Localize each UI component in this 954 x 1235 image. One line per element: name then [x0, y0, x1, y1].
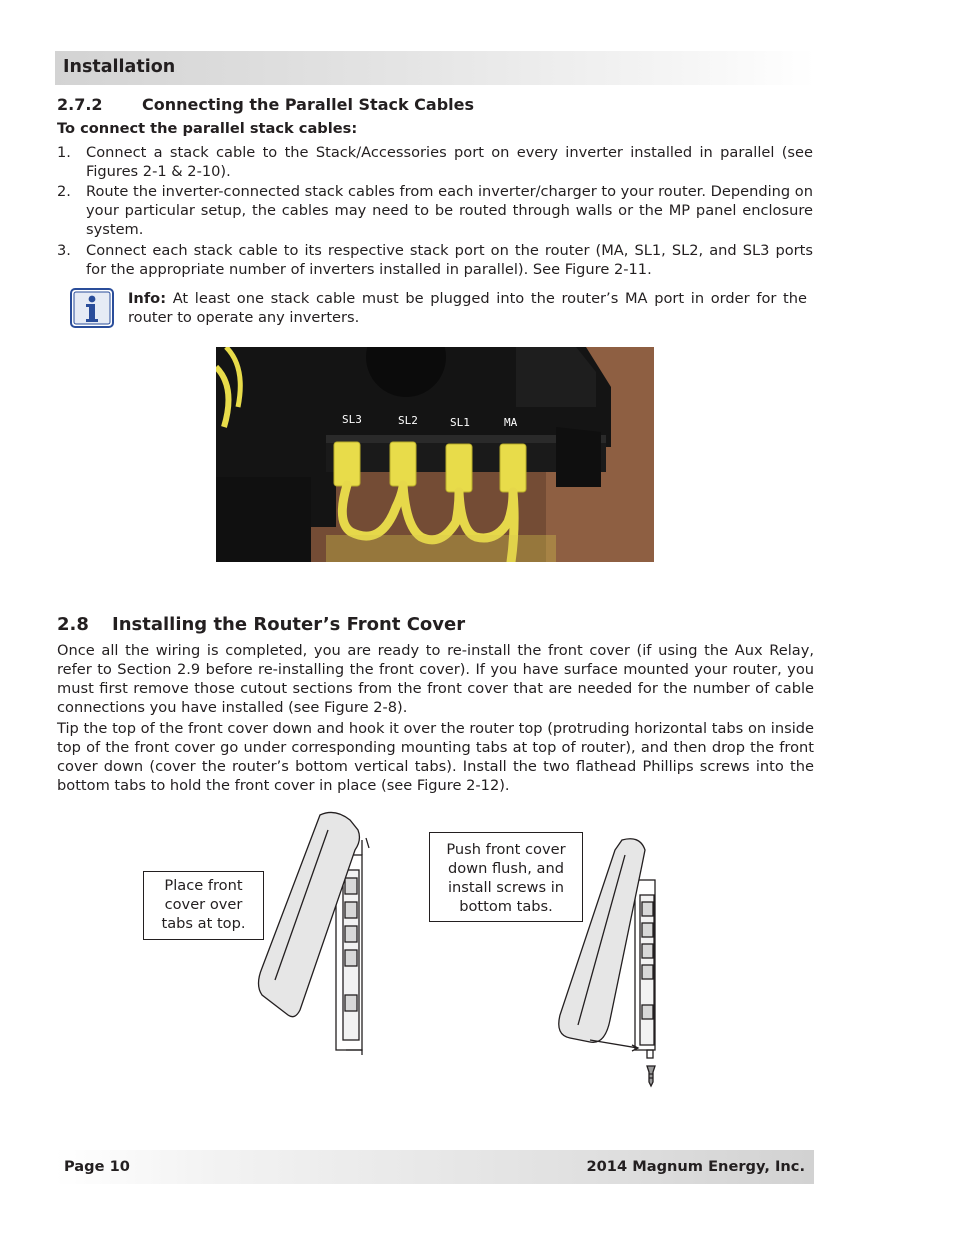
callout-line: Push front cover — [446, 841, 566, 858]
section-number: 2.8 — [57, 614, 89, 635]
list-item — [57, 182, 815, 239]
callout-line: bottom tabs. — [459, 898, 553, 915]
subsection-title: Connecting the Parallel Stack Cables — [142, 95, 475, 114]
info-text: At least one stack cable must be plugged into the router’s MA port in order for the router to operate any inverters. — [128, 290, 807, 326]
router-port-photo — [216, 347, 654, 562]
list-item-text: Connect each stack cable to its respective stack port on the router (MA, SL1, SL2, and SL3 ports for the appropriate number of inverters installed in parallel). See Figure 2-11. — [86, 242, 813, 278]
port-label-sl2: SL2 — [398, 414, 418, 427]
callout-line: cover over — [164, 896, 243, 913]
callout-place-cover — [143, 871, 264, 940]
section-title: Installing the Router’s Front Cover — [112, 614, 466, 635]
section-header-bar — [55, 51, 815, 85]
paragraph: Once all the wiring is completed, you are ready to re-install the front cover (if using the Aux Relay, refer to Section 2.9 before re-installing the front cover). If you have surface mounted your router, you must first remove those cutout sections from the front cover that are needed for the number of cable connections you have installed (see Figure 2-8). — [57, 642, 814, 716]
info-note — [128, 289, 807, 327]
list-item-number: 2. — [57, 183, 71, 200]
subsection-number: 2.7.2 — [57, 95, 103, 114]
procedure-intro: To connect the parallel stack cables: — [57, 120, 358, 137]
list-item-number: 3. — [57, 242, 71, 259]
copyright: 2014 Magnum Energy, Inc. — [586, 1158, 805, 1175]
callout-push-cover — [429, 832, 583, 922]
section-header-title: Installation — [63, 57, 176, 77]
page-number: Page 10 — [64, 1158, 130, 1175]
callout-line: down flush, and — [447, 860, 565, 877]
list-item-number: 1. — [57, 144, 71, 161]
list-item — [57, 241, 815, 279]
callout-line: install screws in — [447, 879, 565, 896]
port-label-sl3: SL3 — [342, 413, 362, 426]
info-label: Info: — [128, 290, 167, 307]
info-icon — [70, 288, 114, 328]
port-label-sl1: SL1 — [450, 416, 470, 429]
list-item-text: Connect a stack cable to the Stack/Accessories port on every inverter installed in parallel (see Figures 2-1 & 2-10). — [86, 144, 813, 180]
page-footer-bar — [55, 1150, 814, 1184]
callout-line: Place front — [164, 877, 243, 894]
list-item — [57, 143, 815, 181]
list-item-text: Route the inverter-connected stack cables from each inverter/charger to your router. Depending on your particular setup, the cables may need to be routed through walls or the MP panel enclosure system. — [86, 183, 813, 238]
paragraph: Tip the top of the front cover down and hook it over the router top (protruding horizontal tabs on inside top of the front cover go under corresponding mounting tabs at top of router), and then drop the front cover down (cover the router’s bottom vertical tabs). Install the two flathead Phillips screws into the bottom tabs to hold the front cover in place (see Figure 2-12). — [57, 720, 814, 794]
port-label-ma: MA — [504, 416, 518, 429]
callout-line: tabs at top. — [161, 915, 246, 932]
